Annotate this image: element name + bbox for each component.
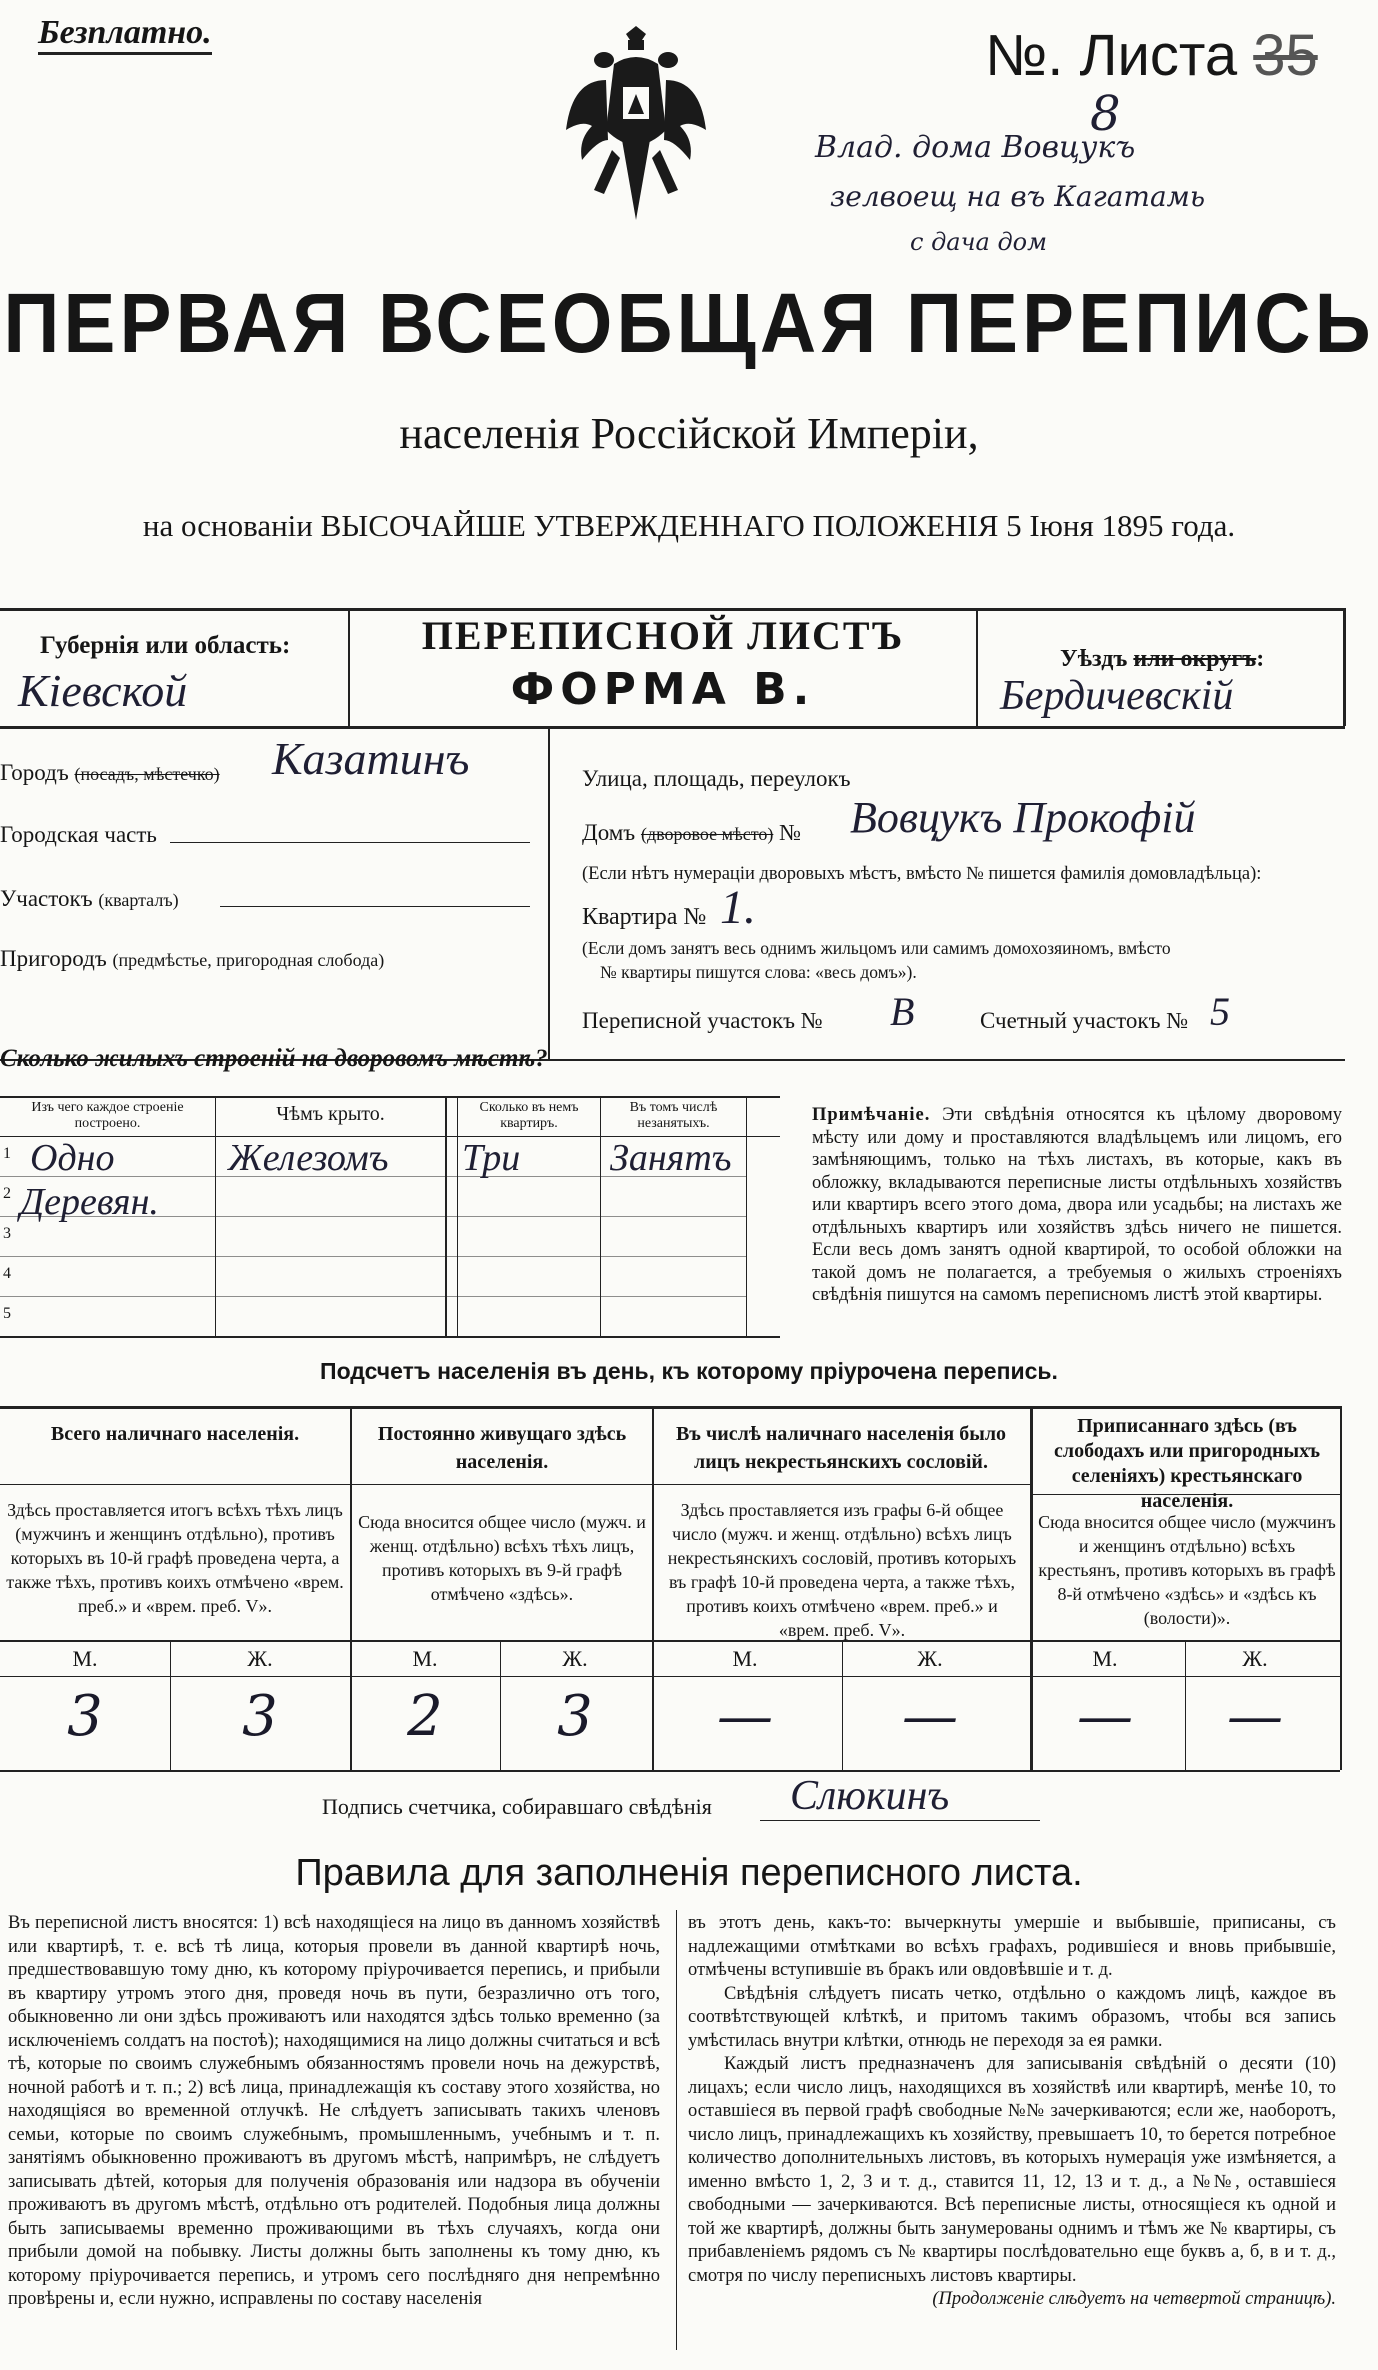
divider xyxy=(0,726,1345,729)
buildings-col-material: Изъ чего каждое строеніе построено. xyxy=(31,1100,184,1131)
province-value: Кіевской xyxy=(18,665,188,716)
district-value: Бердичевскій xyxy=(1000,673,1234,719)
divider xyxy=(676,1910,677,2350)
building-1-material: Одно xyxy=(30,1137,115,1179)
male-header: М. xyxy=(72,1646,98,1671)
building-2-material: Деревян. xyxy=(20,1181,159,1223)
row-number: 1 xyxy=(3,1145,11,1162)
uchastok-row: Участокъ (кварталъ) xyxy=(0,886,179,911)
free-label: Безплатно. xyxy=(38,14,212,55)
female-header: Ж. xyxy=(917,1646,943,1671)
district-struck: или округъ xyxy=(1133,646,1257,672)
census-district-label: Переписной участокъ № xyxy=(582,1008,823,1033)
owner-note-line3: с дача дом xyxy=(910,228,1048,256)
census-title: ПЕРВАЯ ВСЕОБЩАЯ ПЕРЕПИСЬ xyxy=(3,275,1375,371)
suburb-row: Пригородъ (предмѣстье, пригородная слобода) xyxy=(0,946,385,971)
female-header: Ж. xyxy=(1242,1646,1268,1671)
count-col4-desc: Сюда вносится общее число (мужчинъ и женщинъ отдѣльно) всѣхъ крестьянъ, противъ которыхъ въ графѣ 8-й отмѣчено «здѣсь» и «здѣсь къ (волости)». xyxy=(1038,1512,1336,1628)
female-header: Ж. xyxy=(247,1646,273,1671)
buildings-col-vacant: Въ томъ числѣ незанятыхъ. xyxy=(629,1100,718,1131)
sheet-number-handwritten: 8 xyxy=(1090,86,1121,142)
rules-left-column: Въ переписной листъ вносятся: 1) всѣ находящіеся на лицо въ данномъ хозяйствѣ или квартирѣ, т. е. всѣ тѣ лица, которыя провели въ данной квартирѣ ночь, предшествовавшую тому дню, къ которому пріурочивается перепись, и прибыли въ квартиру утромъ этого дня, проведя ночь въ пути, безразлично отъ того, обыкновенно ли они здѣсь проживаютъ или находятся здѣсь только временно (за исключеніемъ солдатъ на постоѣ); находящимися на лицо должны считаться и всѣ тѣ, которые по своимъ служебнымъ обязанностямъ провели ночь на дежурствѣ, ночной работѣ и т. п.; 2) всѣ лица, принадлежащія къ составу этого хозяйства, но находящіяся во временной отлучкѣ. Не слѣдуетъ записывать такихъ членовъ семьи, которые по своимъ служебнымъ, промышленнымъ, учебнымъ и т. п. занятіямъ обыкновенно проживаютъ въ другомъ мѣстѣ, напримѣръ, не слѣдуетъ записывать дѣтей, которыя для полученія образованія или надзора въ обученіи проживаютъ въ другомъ мѣстѣ, отдѣльно отъ родителей. Подобныя лица должны быть записываемы временно проживающими въ тѣхъ случаяхъ, когда они прибыли домой на побывку. Листы должны быть заполнены къ тому дню, къ которому пріурочивается перепись, и утромъ сего послѣдняго дня непремѣнно провѣрены и, если нужно, исправлены по составу населенія xyxy=(8,1913,660,2309)
census-district-value: В xyxy=(890,989,915,1034)
row-number: 4 xyxy=(3,1265,11,1282)
fill-line xyxy=(220,906,530,907)
male-header: М. xyxy=(1092,1646,1118,1671)
count-col2-desc: Сюда вносится общее число (мужч. и женщ. отдѣльно) всѣхъ тѣхъ лицъ, противъ которыхъ въ 9-й графѣ отмѣчено «здѣсь». xyxy=(358,1512,646,1604)
peasant-male-value: — xyxy=(1077,1684,1133,1749)
apartment-note-2: № квартиры пишутся слова: «весь домъ»). xyxy=(600,962,917,982)
city-value: Казатинъ xyxy=(272,733,470,784)
counting-district-value: 5 xyxy=(1210,989,1230,1034)
apartment-value: 1. xyxy=(720,881,756,934)
enumerator-signature-label: Подпись счетчика, собиравшаго свѣдѣнія xyxy=(322,1794,712,1819)
count-col4-head: Приписаннаго здѣсь (въ слободахъ или пригородныхъ селеніяхъ) крестьянскаго населенія. xyxy=(1054,1415,1320,1512)
owner-note-line1: Влад. дома Вовцукъ xyxy=(815,130,1136,165)
house-note: (Если нѣтъ нумераціи дворовыхъ мѣстъ, вмѣсто № пишется фамилія домовладѣльца): xyxy=(582,864,1262,884)
count-col1-head: Всего наличнаго населенія. xyxy=(50,1423,300,1445)
divider xyxy=(976,608,978,726)
city-part-label: Городская часть xyxy=(0,822,157,847)
sheet-number-struck: 35 xyxy=(1253,23,1318,88)
row-number: 3 xyxy=(3,1225,11,1242)
row-number: 5 xyxy=(3,1305,11,1322)
city-row: Городъ (посадъ, мѣстечко) xyxy=(0,760,220,785)
buildings-question: Сколько жилыхъ строеній на дворовомъ мѣстѣ? xyxy=(0,1045,548,1072)
building-1-apartments: Три xyxy=(462,1137,521,1179)
province-label: Губернія или область: xyxy=(40,632,291,659)
street-label: Улица, площадь, переулокъ xyxy=(582,766,851,791)
divider xyxy=(0,608,1345,611)
resident-female-value: 3 xyxy=(557,1684,593,1749)
census-decree: на основаніи ВЫСОЧАЙШЕ УТВЕРЖДЕННАГО ПОЛОЖЕНІЯ 5 Іюня 1895 года. xyxy=(142,508,1236,543)
counting-district-label: Счетный участокъ № xyxy=(980,1008,1189,1033)
house-row: Домъ (дворовое мѣсто) № xyxy=(582,820,802,845)
buildings-col-roof: Чѣмъ крыто. xyxy=(276,1103,385,1125)
non-peasant-male-value: — xyxy=(717,1684,773,1749)
count-col3-desc: Здѣсь проставляется изъ графы 6-й общее число (мужч. и женщ. отдѣльно) всѣхъ лицъ некрестьянскихъ сословій, противъ которыхъ въ графѣ 10-й проведена черта, а также тѣхъ, противъ коихъ отмѣчено «врем. преб.» и «врем. преб. V». xyxy=(667,1500,1017,1640)
apartment-note-1: (Если домъ занятъ весь однимъ жильцомъ или самимъ домохозяиномъ, вмѣсто xyxy=(582,938,1171,958)
sheet-number xyxy=(985,22,1318,89)
count-col1-desc: Здѣсь проставляется итогъ всѣхъ тѣхъ лицъ (мужчинъ и женщинъ отдѣльно), противъ которыхъ въ 10-й графѣ проведена черта, а также тѣхъ, противъ коихъ отмѣчено «врем. преб.» и «врем. преб. V». xyxy=(6,1500,344,1616)
sheet-number-label: №. Листа xyxy=(985,23,1238,88)
apartment-label: Квартира № xyxy=(582,904,707,930)
divider xyxy=(1343,608,1346,726)
row-number: 2 xyxy=(3,1185,11,1202)
count-col3-head: Въ числѣ наличнаго населенія было лицъ некрестьянскихъ сословій. xyxy=(675,1423,1007,1473)
note-text: Примѣчаніе. Эти свѣдѣнія относятся къ цѣлому дворовому мѣсту или дому и проставляются владѣльцемъ или лицомъ, его замѣняющимъ, только на тѣхъ листахъ, въ которые, какъ въ обложку, вкладываются переписные листы отдѣльныхъ хозяйствъ или квартиръ всего этого дома, двора или усадьбы; на листахъ же отдѣльныхъ квартиръ или хозяйствъ здѣсь ничего не пишется. Если весь домъ занятъ одной квартирой, то особой обложки на такой домъ не полагается, а требуемыя о жилыхъ строеніяхъ свѣдѣнія пишутся на самомъ переписномъ листѣ этой квартиры. xyxy=(812,1105,1342,1305)
present-female-value: 3 xyxy=(242,1684,278,1749)
fill-line xyxy=(170,842,530,843)
peasant-female-value: — xyxy=(1227,1684,1283,1749)
form-name: ФОРМА В. xyxy=(510,664,816,715)
present-male-value: 3 xyxy=(67,1684,103,1749)
male-header: М. xyxy=(732,1646,758,1671)
enumerator-signature: Слюкинъ xyxy=(790,1773,950,1819)
female-header: Ж. xyxy=(562,1646,588,1671)
rules-right-column: въ этотъ день, какъ-то: вычеркнуты умершіе и выбывшіе, приписаны, съ надлежащими отмѣтками во всѣхъ графахъ, родившіеся и вновь прибывшіе, отмѣчены вступившіе въ бракъ или овдовѣвшіе и т. д. Свѣдѣнія слѣдуетъ писать четко, отдѣльно о каждомъ лицѣ, каждое въ соотвѣтствующей клѣткѣ, и притомъ такимъ образомъ, чтобы вся запись умѣстилась внутри клѣтки, отнюдь не переходя за ея рамки. Каждый листъ предназначенъ для записыванія свѣдѣній о десяти (10) лицахъ; если число лицъ, находящихся въ хозяйствѣ или квартирѣ, менѣе 10, то оставшіеся въ первой графѣ свободные №№ зачеркиваются; если же, наоборотъ, число лицъ, принадлежащихъ къ хозяйству, превышаетъ 10, то берется потребное количество дополнительныхъ листовъ, въ которыхъ нумерація уже измѣняется, а именно вмѣсто 1, 2, 3 и т. д., ставится 11, 12, 13 и т. д., а №№, оставшіеся свободными — зачеркиваются. Всѣ переписные листы, относящіеся къ одной и той же квартирѣ, должны быть занумерованы однимъ и тѣмъ же № квартиры, съ прибавленіемъ рядомъ съ № квартиры послѣдовательно еще буквъ а, б, в и т. д., смотря по числу переписныхъ листовъ квартиры. (Продолженіе слѣдуетъ на четвертой страницѣ). xyxy=(688,1913,1336,2309)
double-headed-eagle-emblem xyxy=(562,20,710,240)
building-1-vacant: Занятъ xyxy=(610,1137,732,1179)
house-value: Вовцукъ Прокофій xyxy=(850,793,1196,842)
rules-title: Правила для заполненія переписного листа. xyxy=(295,1852,1083,1894)
sheet-title: ПЕРЕПИСНОЙ ЛИСТЪ xyxy=(421,613,905,658)
owner-note-line2: зелвоещ на въ Кагатамь xyxy=(830,180,1206,213)
building-1-roof: Железомъ xyxy=(228,1137,389,1179)
non-peasant-female-value: — xyxy=(902,1684,958,1749)
signature-line xyxy=(760,1820,1040,1821)
resident-male-value: 2 xyxy=(407,1684,443,1749)
count-col2-head: Постоянно живущаго здѣсь населенія. xyxy=(377,1423,627,1473)
census-subtitle: населенія Россійской Имперіи, xyxy=(399,409,979,458)
count-title: Подсчетъ населенія въ день, къ которому пріурочена перепись. xyxy=(320,1358,1058,1384)
male-header: М. xyxy=(412,1646,438,1671)
divider xyxy=(548,729,550,1059)
district-label: Уѣздъ или округъ: xyxy=(1060,646,1265,672)
buildings-col-apartments: Сколько въ немъ квартиръ. xyxy=(479,1100,579,1131)
